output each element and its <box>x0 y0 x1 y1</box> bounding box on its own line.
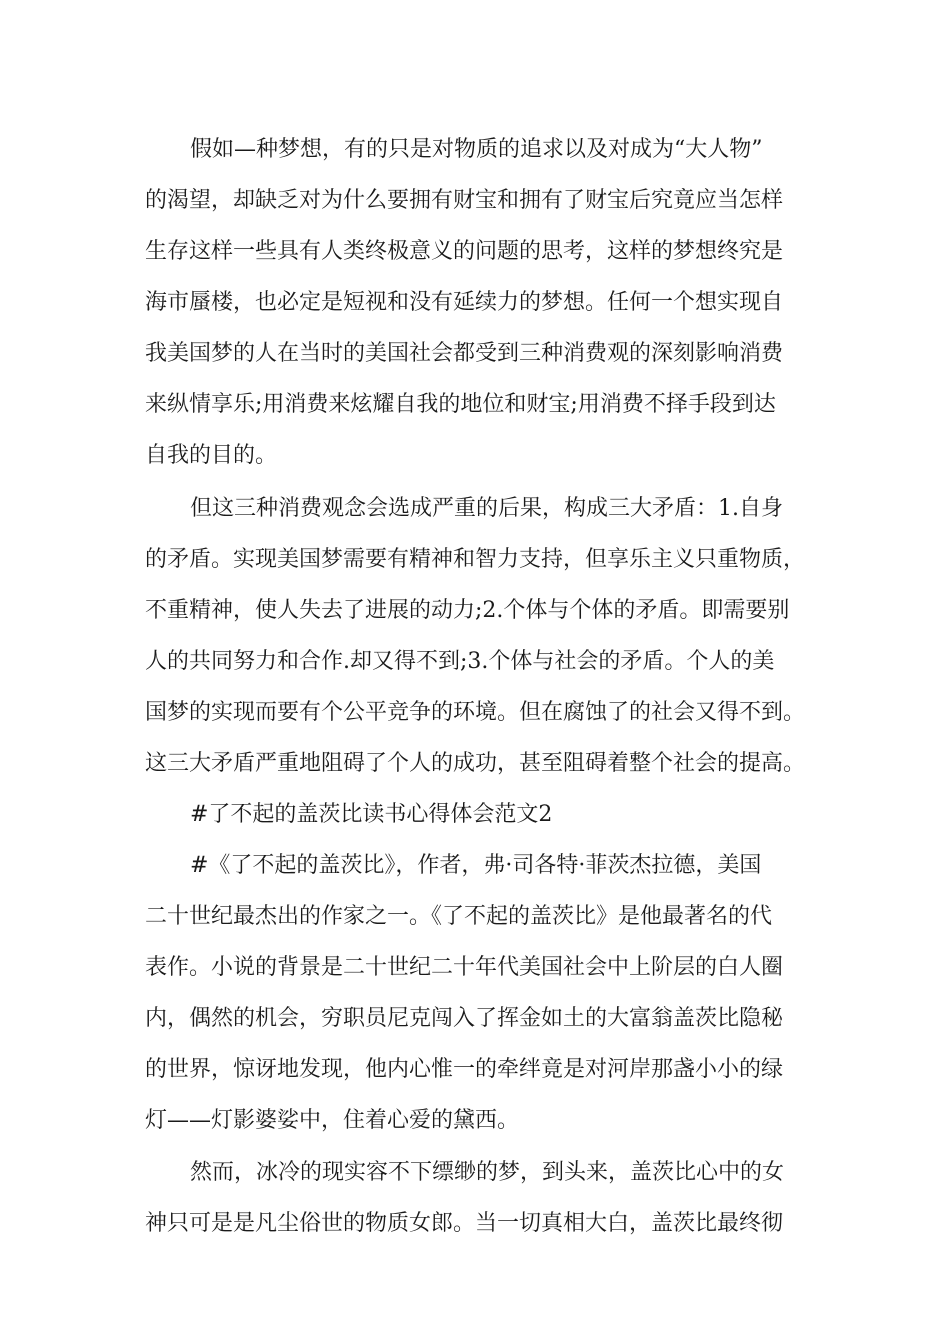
text-line: 二十世纪最杰出的作家之一。《了不起的盖茨比》是他最著名的代 <box>145 904 773 929</box>
text-line: 表作。小说的背景是二十世纪二十年代美国社会中上阶层的白人圈 <box>145 955 784 980</box>
text-line: 但这三种消费观念会选成严重的后果，构成三大矛盾：1.自身 <box>190 496 783 521</box>
section-heading: #了不起的盖茨比读书心得体会范文2 <box>190 802 553 827</box>
text-line: 神只可是是凡尘俗世的物质女郎。当一切真相大白，盖茨比最终彻 <box>145 1211 784 1236</box>
text-line: 然而，冰冷的现实容不下缥缈的梦，到头来，盖茨比心中的女 <box>190 1160 785 1185</box>
text-line: 我美国梦的人在当时的美国社会都受到三种消费观的深刻影响消费 <box>145 341 784 366</box>
text-line: 的世界，惊讶地发现，他内心惟一的牵绊竟是对河岸那盏小小的绿 <box>145 1057 784 1082</box>
text-line: 生存这样一些具有人类终极意义的问题的思考，这样的梦想终究是 <box>145 239 784 264</box>
text-line: 来纵情享乐;用消费来炫耀自我的地位和财宝;用消费不择手段到达 <box>145 392 776 417</box>
text-line: 内，偶然的机会，穷职员尼克闯入了挥金如土的大富翁盖茨比隐秘 <box>145 1006 784 1031</box>
text-line: 的矛盾。实现美国梦需要有精神和智力支持，但享乐主义只重物质， <box>145 547 806 572</box>
text-line: 人的共同努力和合作.却又得不到;3.个体与社会的矛盾。个人的美 <box>145 649 775 674</box>
text-line: 这三大矛盾严重地阻碍了个人的成功，甚至阻碍着整个社会的提高。 <box>145 751 806 776</box>
text-line: #《了不起的盖茨比》，作者，弗·司各特·菲茨杰拉德，美国 <box>190 853 762 878</box>
text-line: 的渴望，却缺乏对为什么要拥有财宝和拥有了财宝后究竟应当怎样 <box>145 188 784 213</box>
text-line: 海市蜃楼，也必定是短视和没有延续力的梦想。任何一个想实现自 <box>145 290 784 315</box>
text-line: 不重精神，使人失去了进展的动力;2.个体与个体的矛盾。即需要别 <box>145 598 790 623</box>
text-line: 自我的目的。 <box>145 443 278 468</box>
text-line: 灯——灯影婆娑中，住着心爱的黛西。 <box>145 1108 520 1133</box>
text-line: 国梦的实现而要有个公平竞争的环境。但在腐蚀了的社会又得不到。 <box>145 700 806 725</box>
text-line: 假如—种梦想，有的只是对物质的追求以及对成为“大人物” <box>190 137 763 162</box>
